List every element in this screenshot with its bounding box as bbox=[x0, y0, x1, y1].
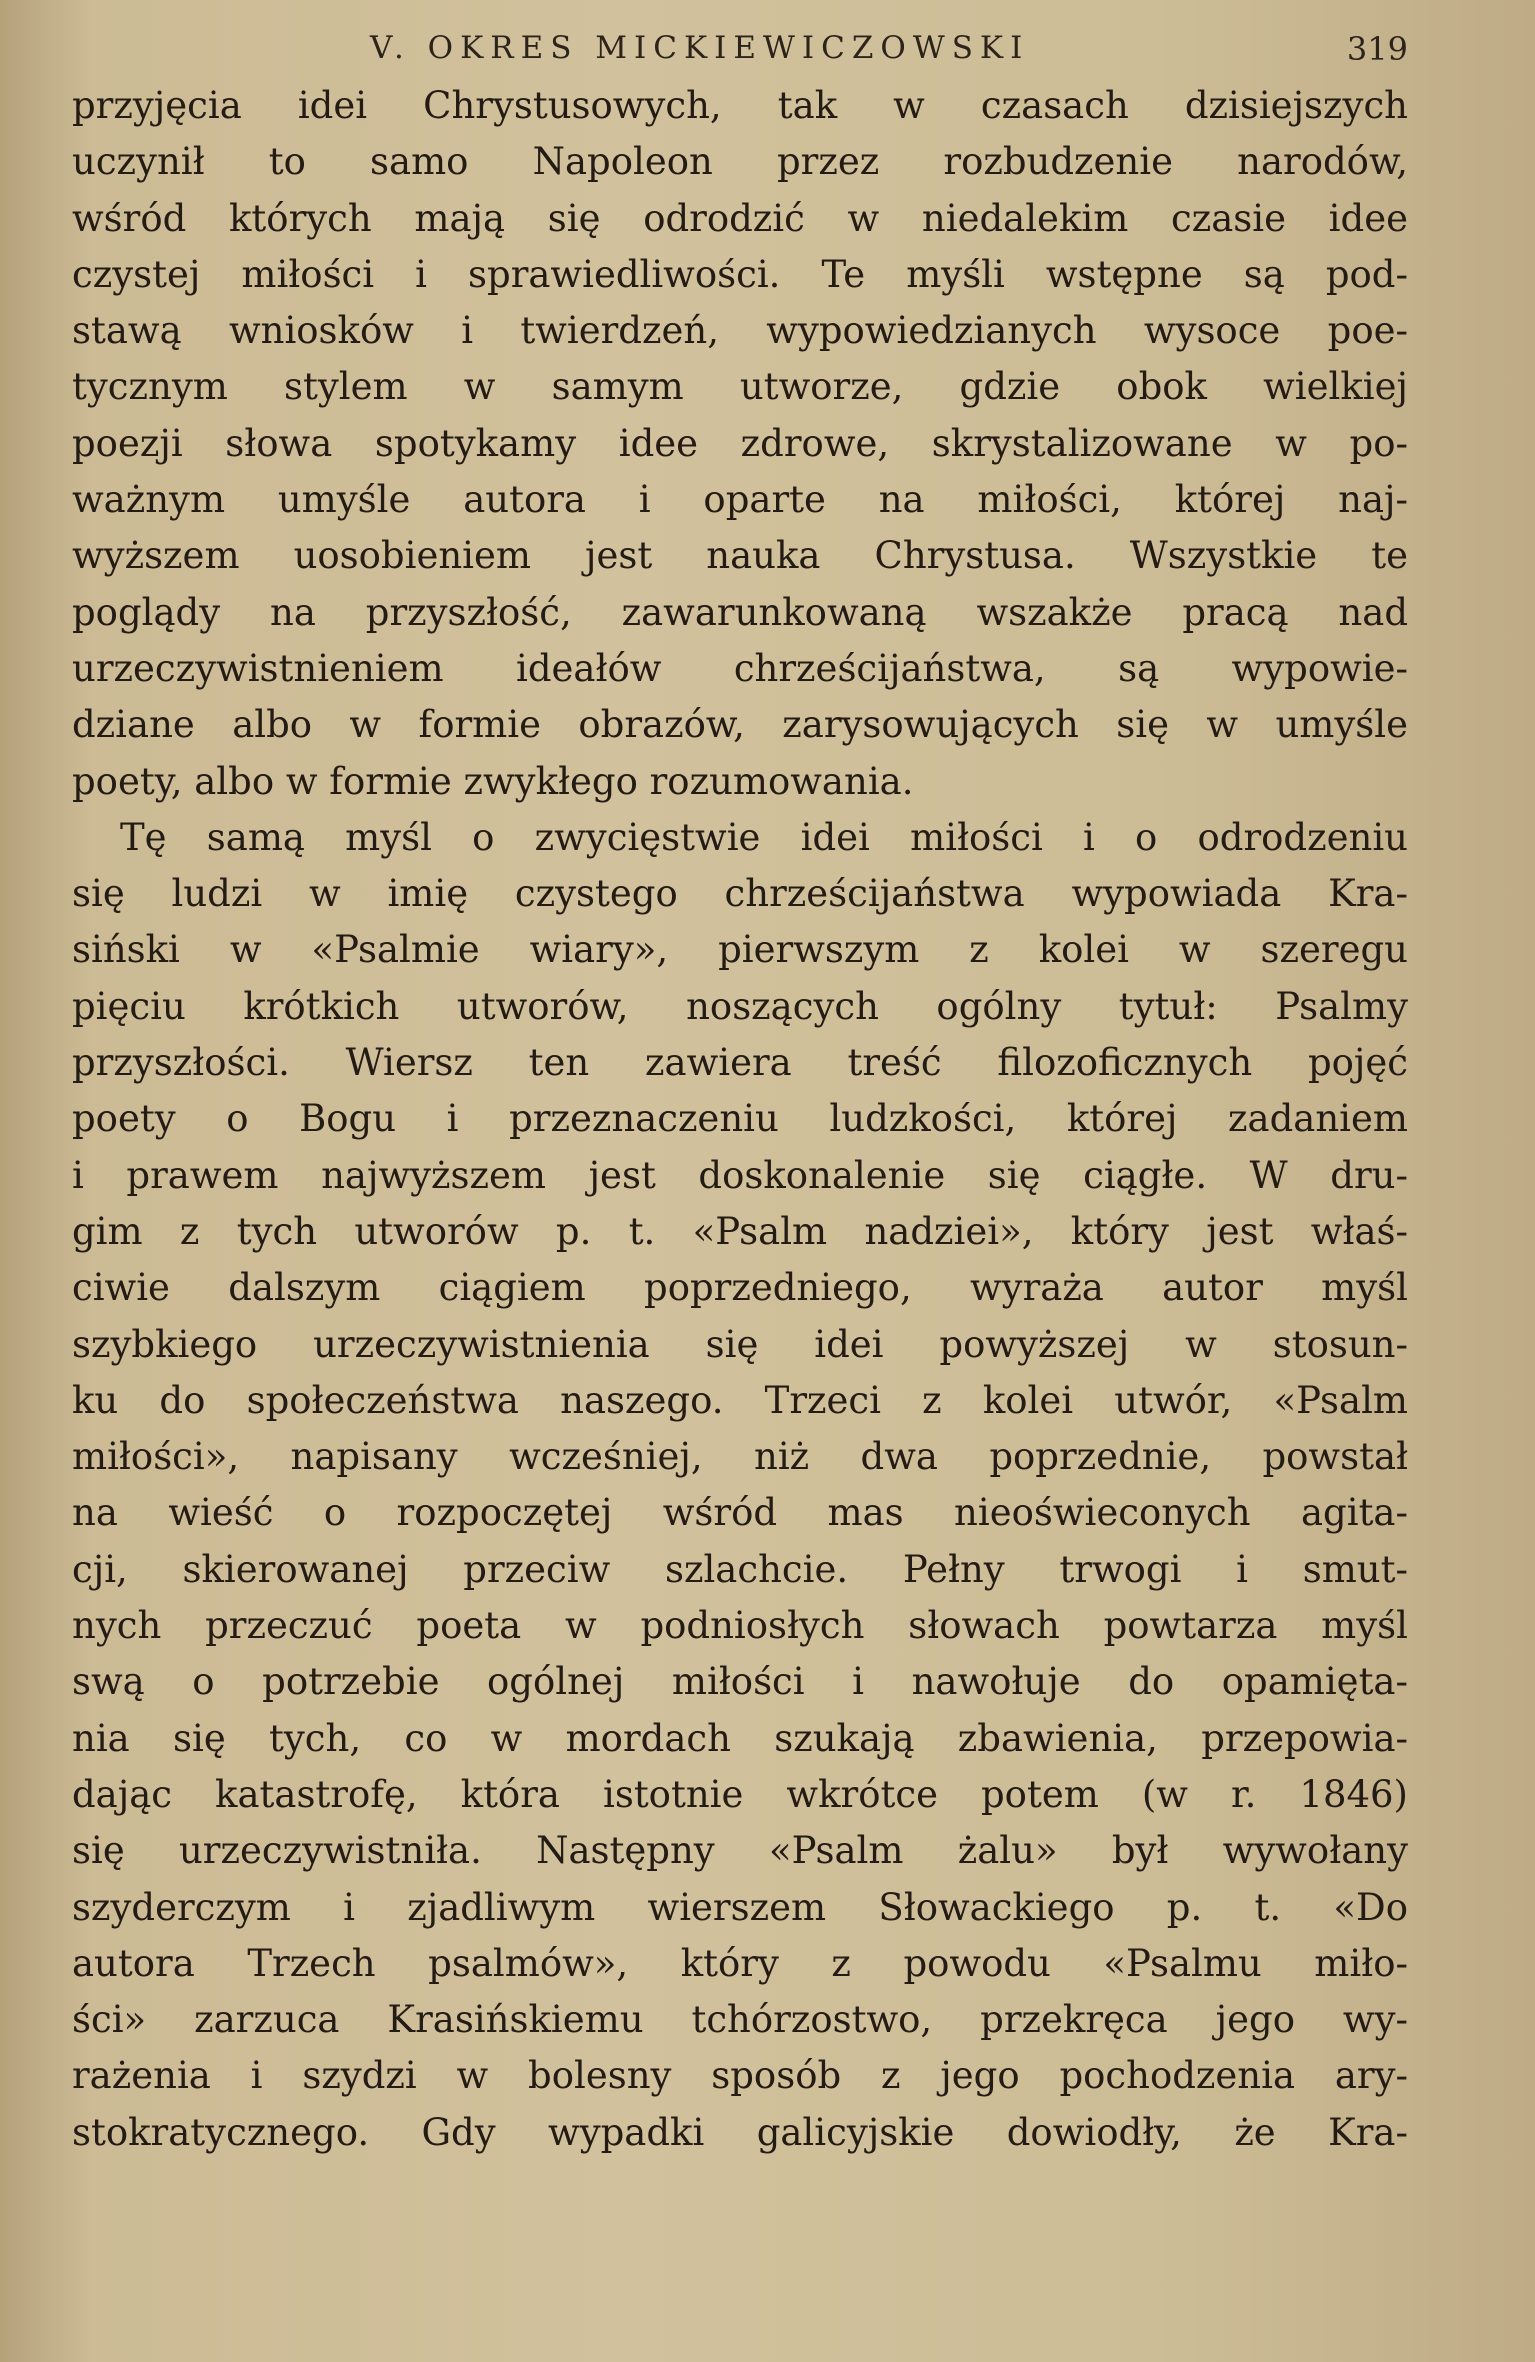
text-line: poety o Bogu i przeznaczeniu ludzkości, której zadaniem bbox=[72, 1097, 1408, 1141]
text-line: uczynił to samo Napoleon przez rozbudzenie narodów, bbox=[72, 140, 1408, 184]
text-line: nych przeczuć poeta w podniosłych słowach powtarza myśl bbox=[72, 1604, 1408, 1648]
page-header bbox=[72, 26, 1408, 78]
text-line: wśród których mają się odrodzić w niedalekim czasie idee bbox=[72, 196, 1408, 240]
text-line: ści» zarzuca Krasińskiemu tchórzostwo, przekręca jego wy- bbox=[72, 1998, 1408, 2042]
text-line: się urzeczywistniła. Następny «Psalm żalu» był wywołany bbox=[72, 1829, 1408, 1873]
text-line: przyjęcia idei Chrystusowych, tak w czasach dzisiejszych bbox=[72, 84, 1408, 127]
book-page bbox=[72, 26, 1408, 2161]
text-line: stawą wniosków i twierdzeń, wypowiedzianych wysoce poe- bbox=[72, 309, 1408, 353]
text-line: autora Trzech psalmów», który z powodu «Psalmu miło- bbox=[72, 1941, 1408, 1985]
text-line: nia się tych, co w mordach szukają zbawienia, przepowia- bbox=[72, 1716, 1408, 1760]
paragraph-first-line: Tę samą myśl o zwycięstwie idei miłości i o odrodzeniu bbox=[120, 815, 1408, 859]
text-line: gim z tych utworów p. t. «Psalm nadziei», który jest właś- bbox=[72, 1209, 1408, 1253]
running-head: V. OKRES MICKIEWICZOWSKI bbox=[370, 30, 1030, 66]
text-line: siński w «Psalmie wiary», pierwszym z kolei w szeregu bbox=[72, 928, 1408, 972]
text-line: się ludzi w imię czystego chrześcijaństwa wypowiada Kra- bbox=[72, 872, 1408, 916]
body-text bbox=[72, 78, 1408, 2161]
text-line: i prawem najwyższem jest doskonalenie się ciągłe. W dru- bbox=[72, 1153, 1408, 1197]
text-line: przyszłości. Wiersz ten zawiera treść filozoficznych pojęć bbox=[72, 1041, 1408, 1085]
text-line: poezji słowa spotykamy idee zdrowe, skrystalizowane w po- bbox=[72, 421, 1408, 465]
text-line: ku do społeczeństwa naszego. Trzeci z kolei utwór, «Psalm bbox=[72, 1378, 1408, 1422]
paragraph-last-line: poety, albo w formie zwykłego rozumowania. bbox=[72, 759, 914, 803]
text-line: poglądy na przyszłość, zawarunkowaną wszakże pracą nad bbox=[72, 590, 1408, 634]
text-line: swą o potrzebie ogólnej miłości i nawołuje do opamięta- bbox=[72, 1660, 1408, 1704]
text-line: tycznym stylem w samym utworze, gdzie obok wielkiej bbox=[72, 365, 1408, 409]
text-line: dając katastrofę, która istotnie wkrótce potem (w r. 1846) bbox=[72, 1772, 1408, 1816]
text-line: ciwie dalszym ciągiem poprzedniego, wyraża autor myśl bbox=[72, 1266, 1408, 1310]
text-line: cji, skierowanej przeciw szlachcie. Pełny trwogi i smut- bbox=[72, 1547, 1408, 1591]
text-line: urzeczywistnieniem ideałów chrześcijaństwa, są wypowie- bbox=[72, 646, 1408, 690]
text-line: dziane albo w formie obrazów, zarysowujących się w umyśle bbox=[72, 703, 1408, 747]
text-line: stokratycznego. Gdy wypadki galicyjskie dowiodły, że Kra- bbox=[72, 2110, 1408, 2154]
text-line: wyższem uosobieniem jest nauka Chrystusa. Wszystkie te bbox=[72, 534, 1408, 578]
text-line: szybkiego urzeczywistnienia się idei powyższej w stosun- bbox=[72, 1322, 1408, 1366]
text-line: pięciu krótkich utworów, noszących ogólny tytuł: Psalmy bbox=[72, 984, 1408, 1028]
text-line: miłości», napisany wcześniej, niż dwa poprzednie, powstał bbox=[72, 1435, 1408, 1479]
text-line: na wieść o rozpoczętej wśród mas nieoświeconych agita- bbox=[72, 1491, 1408, 1535]
page-number: 319 bbox=[1346, 30, 1408, 68]
text-line: szyderczym i zjadliwym wierszem Słowackiego p. t. «Do bbox=[72, 1885, 1408, 1929]
text-line: czystej miłości i sprawiedliwości. Te myśli wstępne są pod- bbox=[72, 252, 1408, 296]
text-line: ważnym umyśle autora i oparte na miłości, której naj- bbox=[72, 478, 1408, 522]
text-line: rażenia i szydzi w bolesny sposób z jego pochodzenia ary- bbox=[72, 2054, 1408, 2098]
